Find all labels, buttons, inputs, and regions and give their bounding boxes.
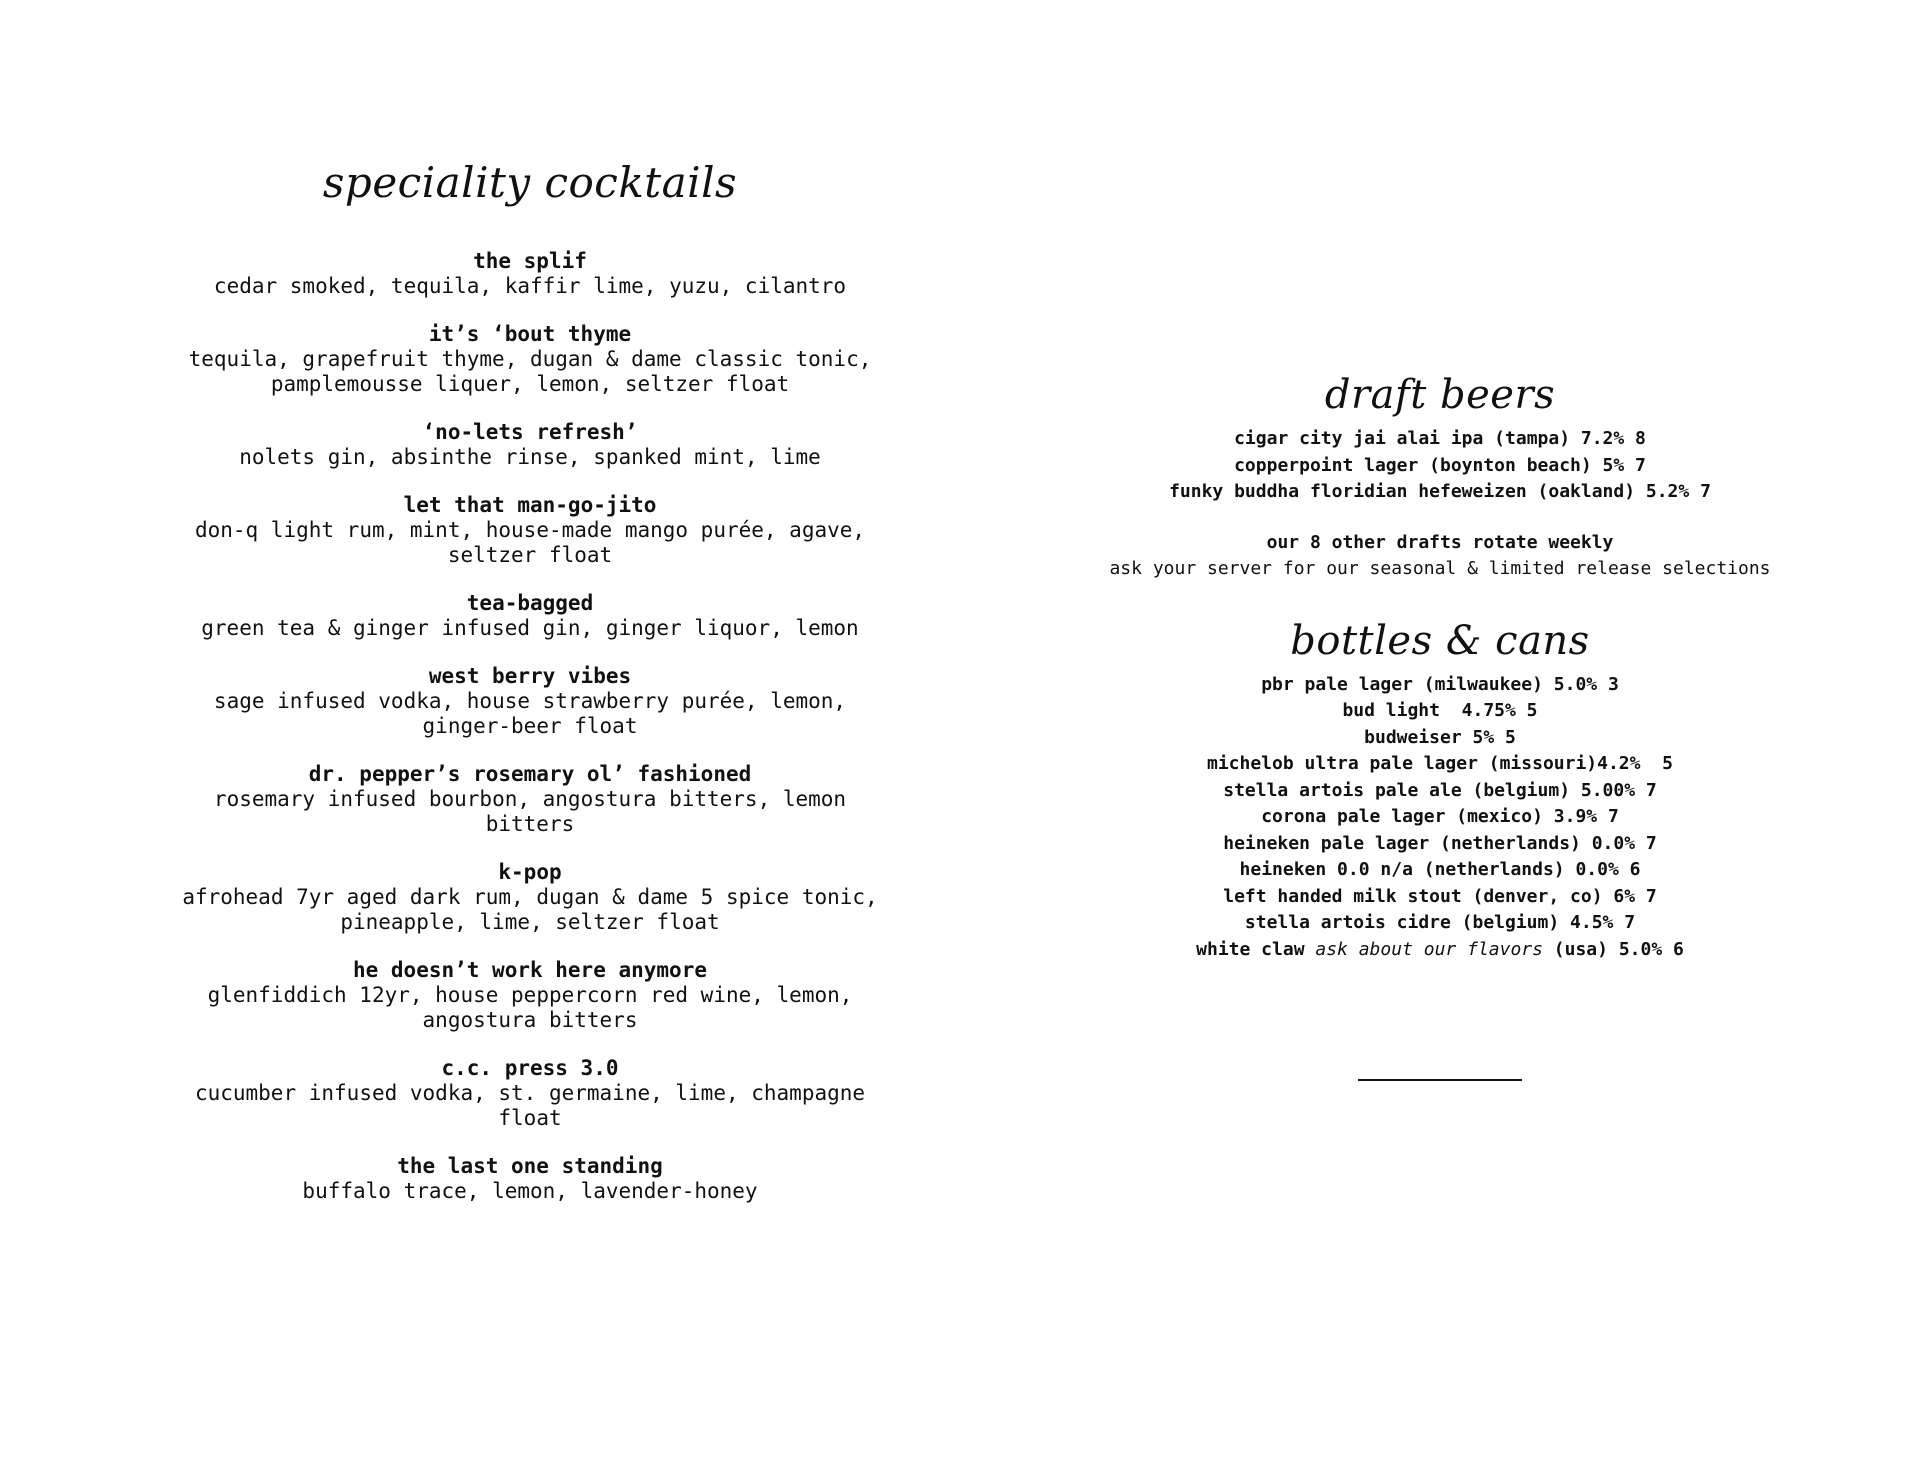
cocktails-section xyxy=(130,155,930,1227)
cocktail-item xyxy=(130,249,930,299)
bottle-item: stella artois pale ale (belgium) 5.00% 7 xyxy=(1223,779,1657,801)
cocktail-description xyxy=(130,616,930,641)
bottle-item: stella artois cidre (belgium) 4.5% 7 xyxy=(1244,912,1636,933)
cocktail-name: ‘no-lets refresh’ xyxy=(422,420,638,444)
bottle-item: budweiser 5% 5 xyxy=(1364,726,1516,748)
cocktail-item xyxy=(130,958,930,1033)
cocktail-description-line: seltzer float xyxy=(447,543,613,567)
divider-line xyxy=(1358,1079,1522,1081)
cocktail-description-line: cucumber infused vodka, st. germaine, lime, champagne xyxy=(194,1081,866,1105)
cocktail-item xyxy=(130,860,930,935)
cocktail-item xyxy=(130,1154,930,1204)
cocktail-description xyxy=(130,445,930,470)
cocktail-name: the splif xyxy=(473,249,587,273)
cocktail-description-line: pamplemousse liquer, lemon, seltzer float xyxy=(270,372,790,396)
cocktail-description xyxy=(130,983,930,1033)
cocktail-name: c.c. press 3.0 xyxy=(441,1056,619,1080)
draft-list xyxy=(1030,426,1850,506)
rotate-title: our 8 other drafts rotate weekly xyxy=(1266,531,1614,553)
white-claw-note: ask about our flavors xyxy=(1315,938,1543,960)
cocktail-item xyxy=(130,664,930,739)
bottle-item: pbr pale lager (milwaukee) 5.0% 3 xyxy=(1261,673,1619,695)
cocktail-description-line: nolets gin, absinthe rinse, spanked mint, lime xyxy=(239,445,821,469)
bottle-item: bud light 4.75% 5 xyxy=(1342,700,1538,721)
cocktail-description-line: don-q light rum, mint, house-made mango purée, agave, xyxy=(194,518,866,542)
draft-beer-item: funky buddha floridian hefeweizen (oakland) 5.2% 7 xyxy=(1169,481,1711,502)
cocktail-description xyxy=(130,1179,930,1204)
cocktail-description-line: ginger-beer float xyxy=(422,714,638,738)
white-claw-item xyxy=(1030,937,1850,964)
cocktail-description-line: float xyxy=(498,1106,562,1130)
draft-beer-item: cigar city jai alai ipa (tampa) 7.2% 8 xyxy=(1234,428,1646,449)
cocktail-item xyxy=(130,1056,930,1131)
cocktail-name: it’s ‘bout thyme xyxy=(428,322,632,346)
cocktail-description-line: sage infused vodka, house strawberry purée, lemon, xyxy=(213,689,847,713)
cocktail-name: west berry vibes xyxy=(428,664,632,688)
drafts-heading: draft beers xyxy=(1324,372,1556,418)
bottle-list xyxy=(1030,672,1850,937)
cocktail-description xyxy=(130,1081,930,1131)
cocktail-description-line: cedar smoked, tequila, kaffir lime, yuzu, cilantro xyxy=(213,274,847,298)
cocktail-item xyxy=(130,322,930,397)
cocktail-name: let that man-go-jito xyxy=(403,493,657,517)
cocktail-name: he doesn’t work here anymore xyxy=(352,958,707,982)
bottle-item: michelob ultra pale lager (missouri)4.2% 5 xyxy=(1207,753,1673,774)
cocktail-description xyxy=(130,347,930,397)
white-claw-tail: (usa) 5.0% 6 xyxy=(1553,938,1684,960)
cocktail-description xyxy=(130,787,930,837)
bottle-item: heineken 0.0 n/a (netherlands) 0.0% 6 xyxy=(1239,859,1641,880)
cocktail-description xyxy=(130,518,930,568)
cocktail-description xyxy=(130,274,930,299)
cocktail-description-line: glenfiddich 12yr, house peppercorn red wine, lemon, xyxy=(207,983,853,1007)
draft-beer-item: copperpoint lager (boynton beach) 5% 7 xyxy=(1234,454,1646,476)
cocktail-item xyxy=(130,493,930,568)
cocktail-name: tea-bagged xyxy=(466,591,594,615)
rotate-subtitle: ask your server for our seasonal & limited release selections xyxy=(1109,557,1771,579)
cocktail-description-line: angostura bitters xyxy=(422,1008,638,1032)
white-claw-name: white claw xyxy=(1196,938,1305,960)
bottles-heading: bottles & cans xyxy=(1290,617,1590,664)
cocktail-name: the last one standing xyxy=(397,1154,663,1178)
cocktail-description xyxy=(130,885,930,935)
cocktail-description-line: green tea & ginger infused gin, ginger liquor, lemon xyxy=(201,616,859,640)
cocktail-description-line: tequila, grapefruit thyme, dugan & dame classic tonic, xyxy=(188,347,872,371)
beers-section xyxy=(1030,370,1850,1081)
bottle-item: left handed milk stout (denver, co) 6% 7 xyxy=(1223,885,1657,907)
cocktail-description-line: buffalo trace, lemon, lavender-honey xyxy=(302,1179,758,1203)
cocktail-description-line: rosemary infused bourbon, angostura bitters, lemon xyxy=(213,787,847,811)
bottle-item: heineken pale lager (netherlands) 0.0% 7 xyxy=(1223,832,1657,854)
cocktail-item xyxy=(130,420,930,470)
cocktail-item xyxy=(130,591,930,641)
cocktail-description-line: afrohead 7yr aged dark rum, dugan & dame 5 spice tonic, xyxy=(182,885,878,909)
cocktail-description-line: bitters xyxy=(485,812,575,836)
cocktail-list xyxy=(130,249,930,1204)
cocktail-name: k-pop xyxy=(498,860,562,884)
cocktail-item xyxy=(130,762,930,837)
bottle-item: corona pale lager (mexico) 3.9% 7 xyxy=(1261,806,1619,827)
cocktail-description xyxy=(130,689,930,739)
cocktails-heading: speciality cocktails xyxy=(322,158,738,207)
cocktail-name: dr. pepper’s rosemary ol’ fashioned xyxy=(308,762,752,786)
cocktail-description-line: pineapple, lime, seltzer float xyxy=(340,910,720,934)
